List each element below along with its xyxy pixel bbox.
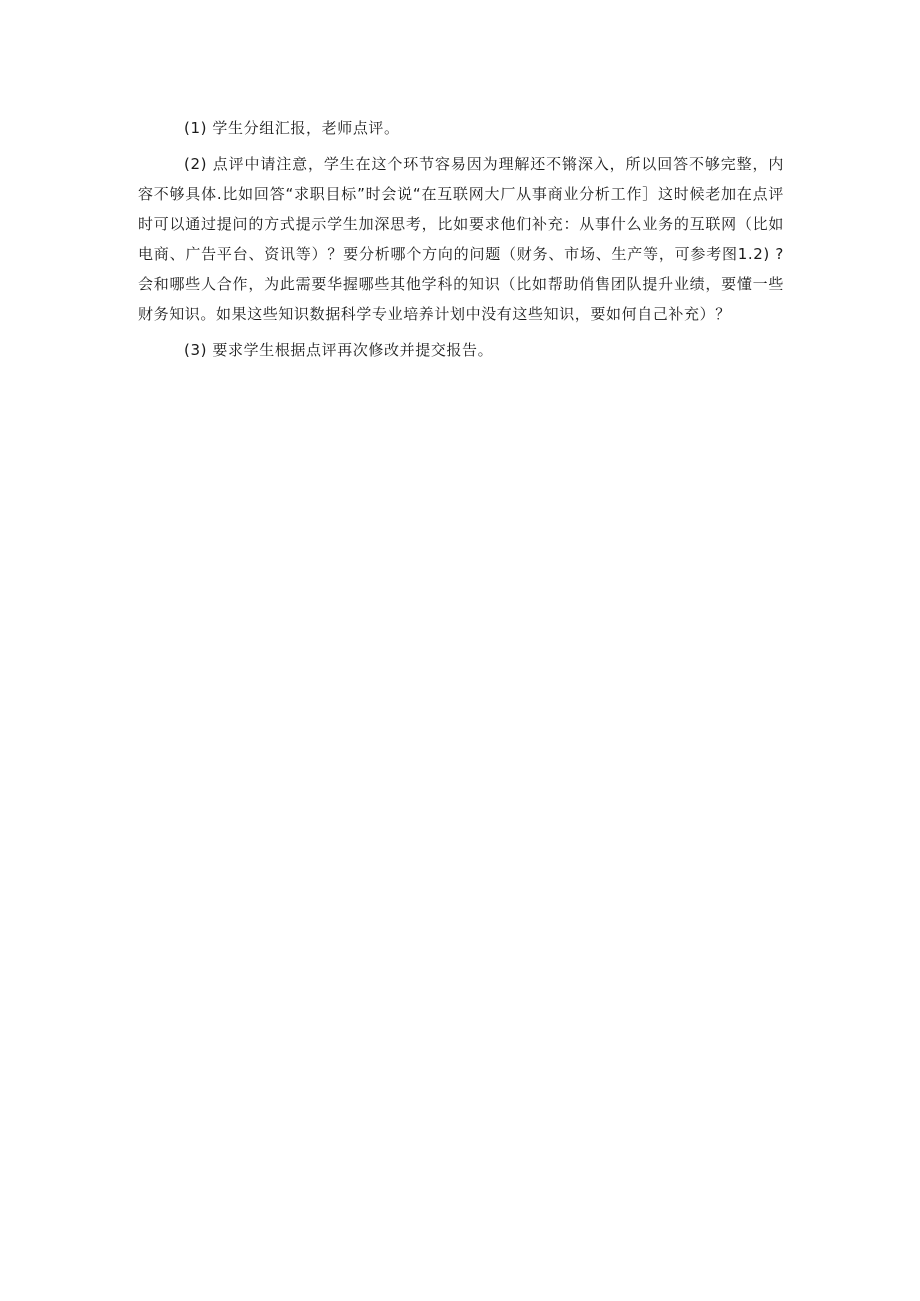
document-body (138, 113, 784, 365)
paragraph-1: (1) 学生分组汇报，老师点评。 (184, 119, 400, 137)
paragraph-2: (2) 点评中请注意，学生在这个环节容易因为理解还不锵深入，所以回答不够完整，内容不够具体.比如回答“求职目标”时会说“在互联网大厂从事商业分析工作］这时候老加在点评时可以通过提问的方式提示学生加深思考，比如要求他们补充：从事什么业务的互联网（比如电商、广告平台、资讯等）？要分析哪个方向的问题（财务、市场、生产等，可参考图1.2) ?会和哪些人合作，为此需要华握哪些其他学科的知识（比如帮助俏售团队提升业绩，要懂一些财务知识。如果这些知识数据科学专业培养计划中没有这些知识，要如何自己补充）？ (138, 155, 784, 323)
paragraph-3: (3) 要求学生根据点评再次修改并提交报告。 (184, 341, 494, 359)
